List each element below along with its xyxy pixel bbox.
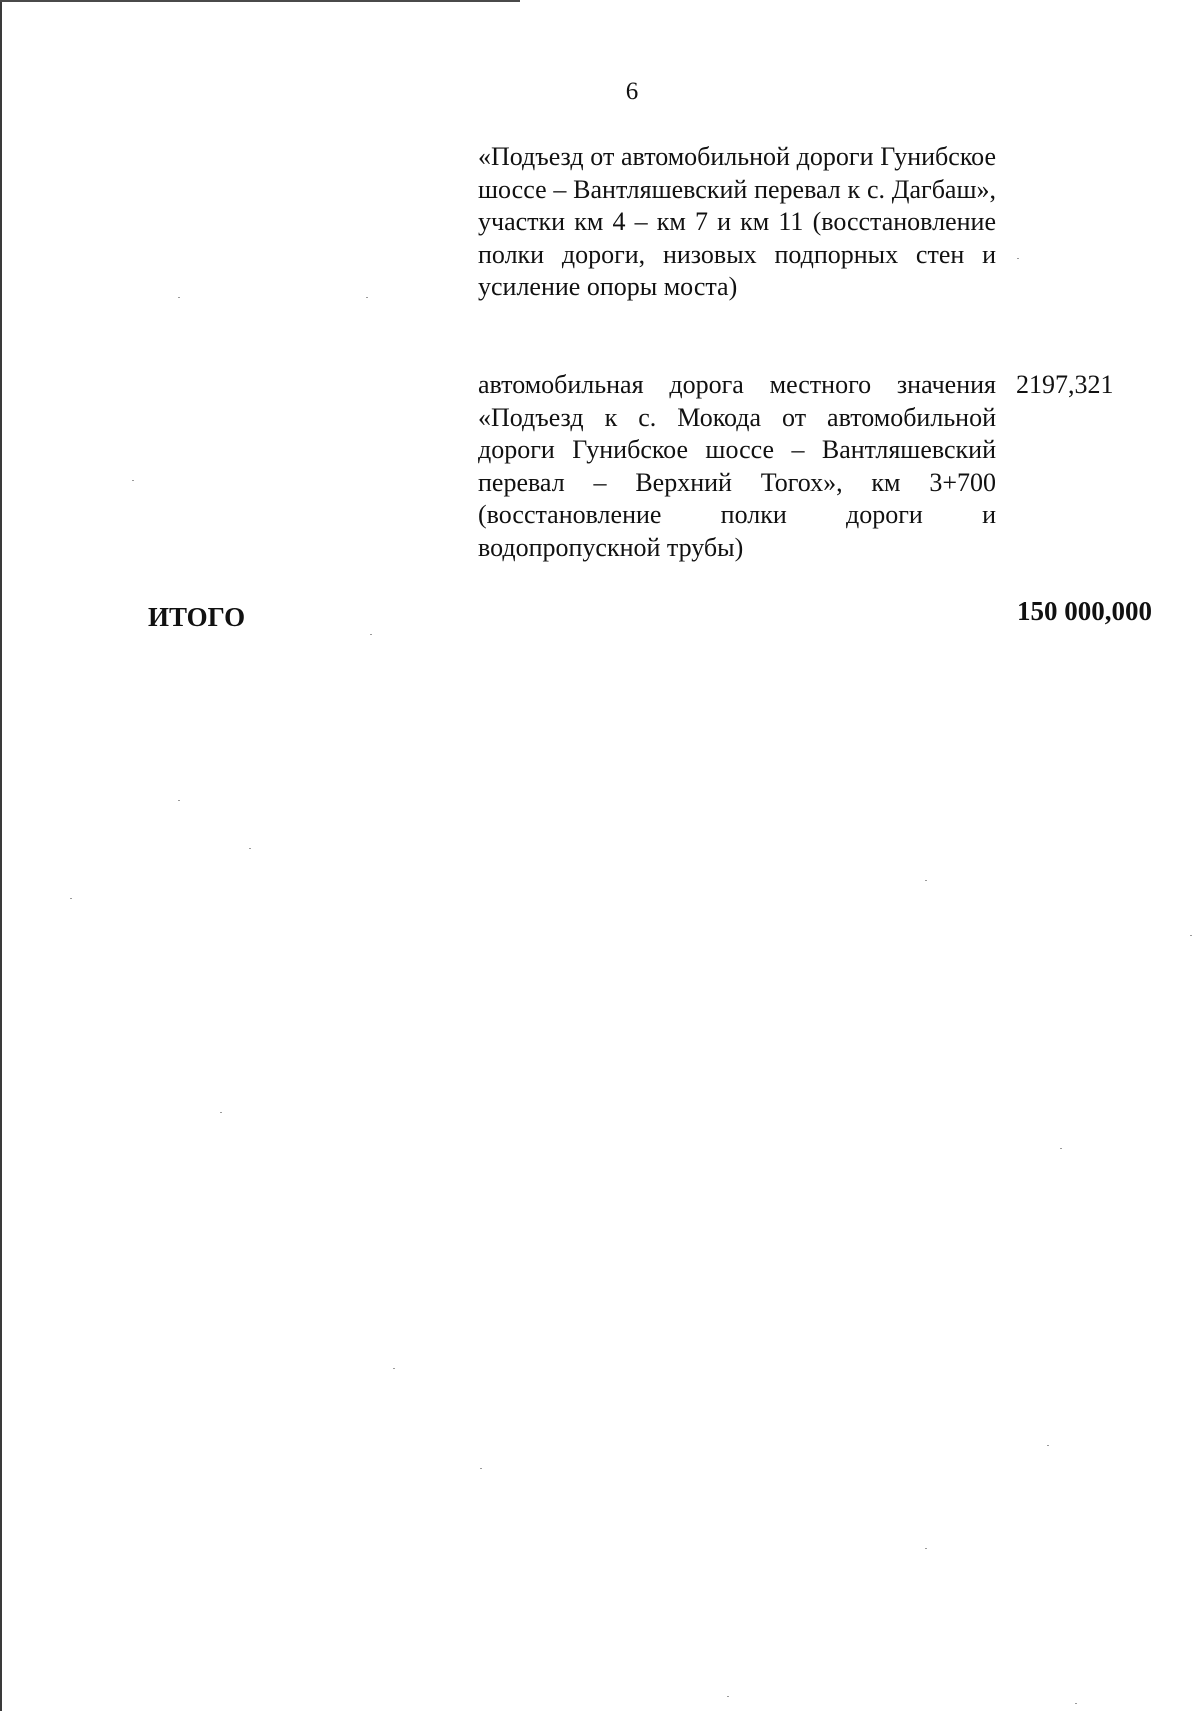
- scan-speck: [393, 1368, 395, 1369]
- entry-description: автомобильная дорога местного значения «Подъезд к с. Мокода от автомобильной дороги Гунибское шоссе – Вантляшевский перевал – Верхний Тогох», км 3+700 (восстановление полки дороги и водопропускной трубы): [478, 370, 996, 562]
- entry-description: «Подъезд от автомобильной дороги Гунибское шоссе – Вантляшевский перевал к с. Дагбаш», участки км 4 – км 7 и км 11 (восстановление полки дороги, низовых подпорных стен и усиление опоры моста): [478, 142, 996, 301]
- page-number: 6: [625, 78, 639, 105]
- scan-edge-left: [0, 0, 2, 1711]
- total-label: ИТОГО: [148, 602, 246, 632]
- scan-speck: [1060, 1148, 1062, 1149]
- scan-speck: [1017, 258, 1019, 259]
- scan-speck: [178, 297, 180, 298]
- scan-speck: [220, 1112, 222, 1113]
- scan-speck: [178, 800, 180, 801]
- scan-speck: [70, 898, 72, 899]
- entry-amount: 2197,321: [1016, 370, 1114, 399]
- scan-speck: [1190, 935, 1192, 936]
- total-amount: 150 000,000: [1017, 596, 1152, 626]
- scan-edge-top: [0, 0, 520, 2]
- scan-speck: [249, 848, 251, 849]
- scan-speck: [727, 1696, 729, 1697]
- scan-speck: [1047, 1445, 1049, 1446]
- scan-speck: [925, 1548, 927, 1549]
- scan-speck: [370, 634, 372, 635]
- scan-speck: [925, 880, 927, 881]
- scan-speck: [132, 480, 134, 481]
- scan-speck: [1075, 1703, 1077, 1704]
- scan-speck: [480, 1468, 482, 1469]
- scan-speck: [366, 297, 368, 298]
